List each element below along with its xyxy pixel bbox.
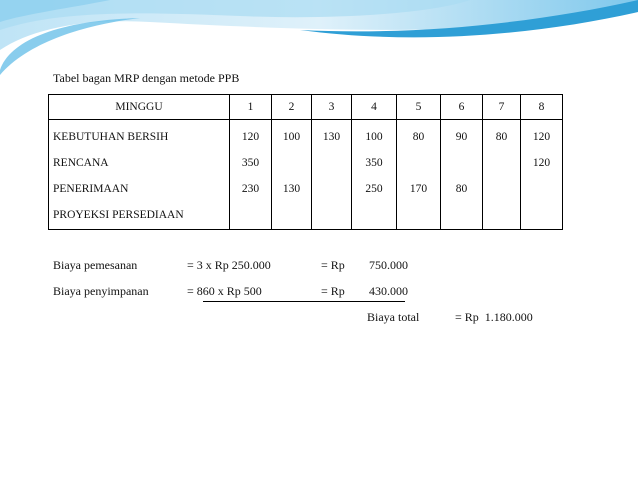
table-cell: 230 — [241, 183, 260, 195]
holding-cost-equals: = Rp — [321, 284, 345, 298]
table-cell: 120 — [532, 157, 551, 169]
table-cell: 350 — [241, 157, 260, 169]
week-column — [521, 120, 563, 230]
total-cost-label: Biaya total — [367, 310, 420, 324]
table-cell: 350 — [365, 157, 383, 169]
decorative-swoosh — [0, 0, 638, 80]
table-cell: 120 — [241, 131, 260, 143]
week-column — [483, 120, 521, 230]
table-cell: 250 — [365, 183, 383, 195]
table-cell — [276, 150, 307, 176]
table-cell — [445, 150, 478, 176]
header-cell: 8 — [521, 95, 563, 120]
order-cost-value: 750.000 — [369, 258, 408, 272]
table-cell: 120 — [532, 131, 551, 143]
header-cell: 1 — [230, 95, 272, 120]
holding-cost-formula: = 860 x Rp 500 — [187, 284, 262, 298]
table-cell: 130 — [282, 183, 301, 195]
table-cell: 100 — [282, 131, 301, 143]
row-label: PENERIMAAN — [53, 183, 129, 195]
table-cell: 80 — [455, 183, 468, 195]
row-labels-cell — [49, 120, 230, 230]
table-cell: 80 — [412, 131, 425, 143]
holding-cost-label: Biaya penyimpanan — [53, 284, 149, 298]
table-row — [49, 120, 563, 230]
header-cell: MINGGU — [49, 95, 230, 120]
week-column — [272, 120, 312, 230]
header-row — [49, 95, 563, 120]
order-cost-equals: = Rp — [321, 258, 345, 272]
header-cell: 5 — [397, 95, 441, 120]
week-column — [312, 120, 352, 230]
week-column — [397, 120, 441, 230]
order-cost-label: Biaya pemesanan — [53, 258, 138, 272]
table-cell — [401, 150, 436, 176]
header-cell: 7 — [483, 95, 521, 120]
sum-rule — [203, 301, 405, 302]
table-caption: Tabel bagan MRP dengan metode PPB — [53, 71, 240, 85]
header-cell: 2 — [272, 95, 312, 120]
order-cost-formula: = 3 x Rp 250.000 — [187, 258, 271, 272]
holding-cost-value: 430.000 — [369, 284, 408, 298]
week-column — [441, 120, 483, 230]
table-cell: 80 — [495, 131, 508, 143]
mrp-table — [48, 94, 563, 230]
table-cell: 170 — [409, 183, 428, 195]
week-column — [352, 120, 397, 230]
row-label: KEBUTUHAN BERSIH — [53, 131, 169, 143]
row-label: RENCANA — [53, 157, 109, 169]
header-cell: 3 — [312, 95, 352, 120]
table-cell: 100 — [365, 131, 383, 143]
table-cell: 130 — [322, 131, 341, 143]
header-cell: 4 — [352, 95, 397, 120]
total-cost-value: = Rp 1.180.000 — [455, 310, 533, 324]
week-column — [230, 120, 272, 230]
table-cell: 90 — [455, 131, 468, 143]
header-cell: 6 — [441, 95, 483, 120]
row-label: PROYEKSI PERSEDIAAN — [53, 209, 184, 221]
